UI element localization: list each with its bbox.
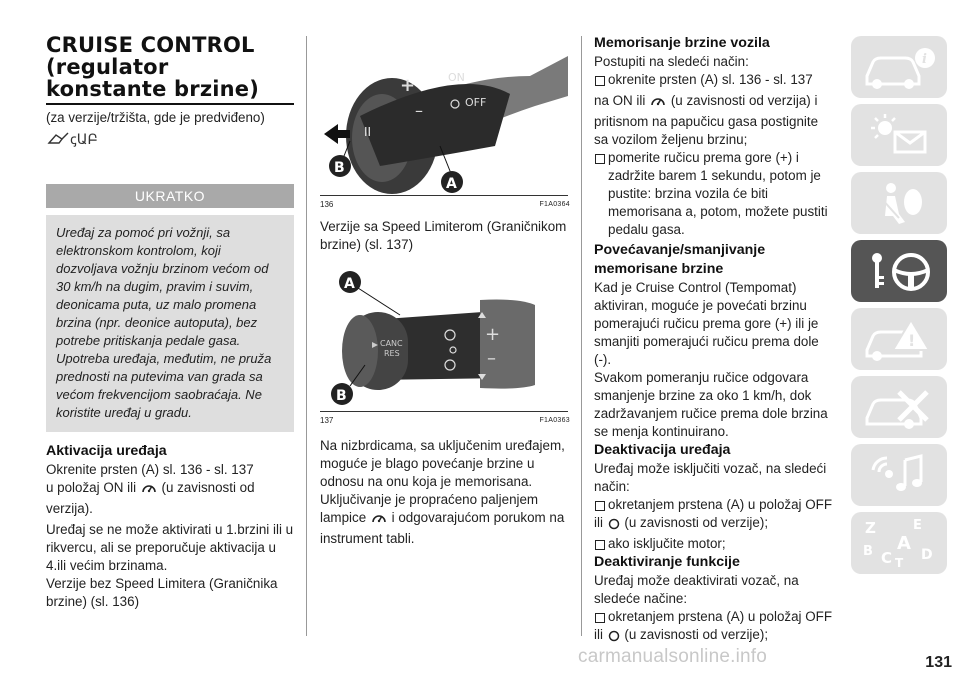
disable-heading: Deaktiviranje funkcije (594, 554, 740, 570)
tab-multimedia[interactable] (851, 444, 947, 506)
market-note-icon (46, 129, 296, 152)
memorize-heading: Memorisanje brzine vozila (594, 35, 770, 51)
summary-heading: UKRATKO (46, 184, 294, 208)
service-tools-icon (859, 382, 939, 432)
svg-text:A: A (897, 533, 911, 554)
downhill-paragraph: Na nizbrdicama, sa uključenim uređajem, moguće je blago povećanje brzine u odnosu na onu koja je memorisana. (320, 438, 565, 489)
speed-limiter-caption: Verzije sa Speed Limiterom (Graničnikom brzine) (sl. 137) (320, 219, 567, 252)
increase-paragraph-1: Kad je Cruise Control (Tempomat) aktiviran, moguće je povećati brzinu pomerajući ručicu prema gore (+) ili je smanjiti pomerajući ručicu prema dole (-). (594, 280, 819, 367)
availability-note: (za verzije/tržišta, gde je predviđeno) (46, 110, 265, 125)
chapter-tabs (851, 36, 949, 580)
column-right (594, 34, 834, 647)
lamp-paragraph: Uključivanje je propraćeno paljenjem lampice i odgovarajućom porukom na instrument tabli. (320, 492, 565, 546)
disable-bullet-1-continued: ili (u zavisnosti od verzije); (594, 626, 834, 647)
off-circle-icon (608, 517, 620, 535)
tab-safety[interactable] (851, 172, 947, 234)
activation-paragraph-2: Uređaj se ne može aktivirati u 1.brzini ili u rikvercu, ali se preporučuje aktivacija u 4.ili većim brzinama. (46, 522, 294, 573)
deactivation-bullet-1: okretanjem prstena (A) u položaj OFF (594, 496, 834, 514)
index-alphabet-icon (859, 515, 939, 571)
increase-decrease-heading: Povećavanje/smanjivanje memorisane brzine (594, 242, 766, 277)
car-info-icon (859, 42, 939, 92)
label-a: A (446, 176, 457, 192)
multimedia-icon (859, 450, 939, 500)
tab-service[interactable] (851, 376, 947, 438)
memorize-intro: Postupiti na sledeći način: (594, 54, 749, 69)
res-label: RES (384, 349, 400, 358)
increase-paragraph-2: Svakom pomeranju ručice odgovara smanjenje brzine za oko 1 km/h, dok zadržavanjem ručice prema dole brzina se menja kontinuirano. (594, 370, 828, 439)
plus-symbol: + (485, 324, 501, 345)
deactivation-intro: Uređaj može isključiti vozač, na sledeći način: (594, 461, 827, 494)
canc-label: CANC (380, 339, 403, 348)
cruise-control-warning-icon (371, 511, 387, 530)
activation-paragraph-3: Verzije bez Speed Limitera (Graničnika brzine) (sl. 136) (46, 576, 278, 609)
tab-index[interactable] (851, 512, 947, 574)
cruise-lever-illustration-136 (320, 36, 568, 196)
section-title: CRUISE CONTROL (regulator konstante brzine) (46, 33, 260, 101)
plus-symbol: + (400, 75, 416, 96)
column-middle (320, 36, 570, 548)
svg-text:E: E (913, 518, 922, 533)
label-a: A (344, 276, 355, 292)
label-b: B (336, 388, 347, 404)
memorize-bullet-1-continued: na ON ili (u zavisnosti od verzija) i pritisnom na papučicu gasa postignite sa vozilom željenu brzinu; (594, 93, 819, 147)
title-underline (46, 103, 294, 105)
safety-airbag-icon (859, 178, 939, 228)
cruise-control-warning-icon (141, 481, 157, 500)
tab-starting-driving[interactable] (851, 240, 947, 302)
minus-symbol: – (487, 348, 496, 369)
figure-136 (320, 36, 568, 196)
disable-bullet-1: okretanjem prstena (A) u položaj OFF (594, 608, 834, 626)
svg-text:ꞔԱԲ: ꞔԱԲ (70, 132, 98, 147)
steering-wheel-key-icon (859, 246, 939, 296)
figure-136-caption: 136 F1A0364 (320, 200, 570, 209)
tab-car-info[interactable] (851, 36, 947, 98)
svg-text:D: D (921, 547, 933, 563)
svg-text:T: T (895, 556, 904, 570)
on-label: ON (448, 71, 465, 84)
figure-137-caption: 137 F1A0363 (320, 416, 570, 425)
activation-paragraph-1: Okrenite prsten (A) sl. 136 - sl. 137 u položaj ON ili (u zavisnosti od verzija). (46, 462, 255, 516)
tab-breakdown[interactable] (851, 308, 947, 370)
svg-text:B: B (863, 544, 873, 559)
svg-text:C: C (881, 549, 893, 567)
deactivation-bullet-1-continued: ili (u zavisnosti od verzije); (594, 514, 834, 535)
memorize-bullet-2: pomerite ručicu prema gore (+) i zadržite barem 1 sekundu, potom je pustite: brzina vozila će biti memorisana a, potom, možete pustiti pedalu gasa. (594, 149, 834, 239)
cruise-control-warning-icon (650, 94, 666, 113)
page-number: 131 (925, 654, 952, 671)
memorize-bullet-1: okrenite prsten (A) sl. 136 - sl. 137 (594, 71, 834, 89)
svg-text:i: i (922, 52, 927, 67)
column-divider (306, 36, 307, 636)
deactivation-bullet-2: ako isključite motor; (594, 535, 834, 553)
pause-symbol: II (364, 125, 372, 139)
warning-lights-icon (859, 110, 939, 160)
minus-symbol: – (415, 101, 423, 120)
breakdown-icon (859, 314, 939, 364)
disable-intro: Uređaj može deaktivirati vozač, na sledeće načine: (594, 573, 799, 606)
svg-text:!: ! (908, 331, 916, 350)
watermark: carmanualsonline.info (578, 646, 768, 667)
figure-137 (320, 260, 568, 412)
column-left (46, 34, 296, 611)
label-b: B (334, 160, 345, 176)
column-divider (581, 36, 582, 636)
activation-heading: Aktivacija uređaja (46, 443, 167, 459)
off-label: OFF (465, 96, 487, 109)
off-circle-icon (608, 629, 620, 647)
cruise-lever-illustration-137 (320, 260, 568, 412)
summary-text: Uređaj za pomoć pri vožnji, sa elektronskom kontrolom, koji dozvoljava vožnju brzinom većom od 30 km/h na dugim, pravim i suvim, deonicama puta, uz malo promena brzina (npr. deonice autoputa), bez potrebe pritiskanja pedale gasa. Upotreba uređaja, međutim, ne pruža prednosti na putevima van grada sa većom frekvencijom saobraćaja. Ne koristite uređaj u gradu. (46, 215, 294, 432)
deactivation-heading: Deaktivacija uređaja (594, 442, 731, 458)
press-arrow-icon (324, 124, 350, 144)
tab-warning-lights[interactable] (851, 104, 947, 166)
svg-text:Z: Z (865, 519, 876, 537)
